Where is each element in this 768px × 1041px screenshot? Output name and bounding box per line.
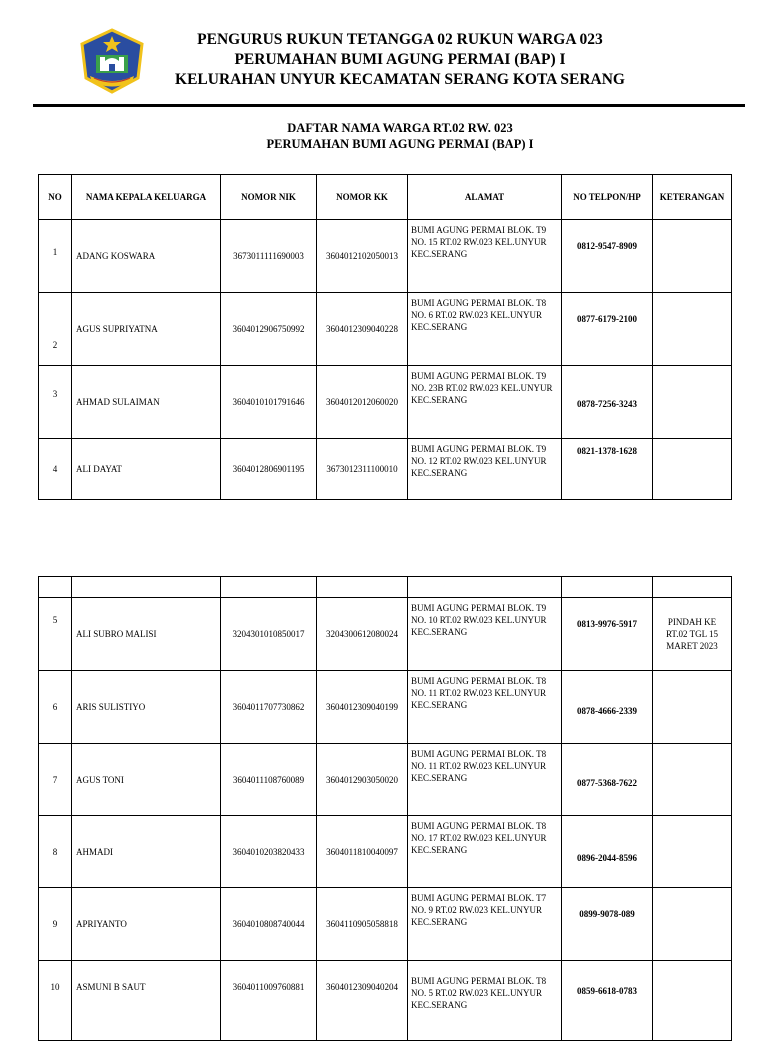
table-row xyxy=(39,220,732,293)
table-row xyxy=(39,598,732,671)
resident-table-1 xyxy=(38,174,732,500)
row-address: BUMI AGUNG PERMAI BLOK. T7 NO. 9 RT.02 RW.023 KEL.UNYUR KEC.SERANG xyxy=(408,888,562,961)
row-kk: 3604012309040199 xyxy=(317,671,408,744)
row-nik: 3604010203820433 xyxy=(221,816,317,888)
title-line-1: DAFTAR NAMA WARGA RT.02 RW. 023 xyxy=(287,121,513,135)
row-address: BUMI AGUNG PERMAI BLOK. T9 NO. 15 RT.02 RW.023 KEL.UNYUR KEC.SERANG xyxy=(408,220,562,293)
row-kk: 3604012309040228 xyxy=(317,293,408,366)
table-row xyxy=(39,744,732,816)
row-address: BUMI AGUNG PERMAI BLOK. T9 NO. 12 RT.02 RW.023 KEL.UNYUR KEC.SERANG xyxy=(408,439,562,500)
row-phone: 0877-5368-7622 xyxy=(562,744,653,816)
row-name: APRIYANTO xyxy=(72,888,221,961)
row-phone: 0859-6618-0783 xyxy=(562,961,653,1041)
row-no: 4 xyxy=(39,439,72,500)
row-name: AHMAD SULAIMAN xyxy=(72,366,221,439)
row-name: ALI DAYAT xyxy=(72,439,221,500)
blank-header-row xyxy=(39,577,732,598)
column-header-nik: NOMOR NIK xyxy=(221,175,317,220)
column-header-name: NAMA KEPALA KELUARGA xyxy=(72,175,221,220)
column-header-kk: NOMOR KK xyxy=(317,175,408,220)
column-header-phone: NO TELPON/HP xyxy=(562,175,653,220)
heading-line-2: PERUMAHAN BUMI AGUNG PERMAI (BAP) I xyxy=(234,51,566,68)
row-name: AHMADI xyxy=(72,816,221,888)
row-note xyxy=(653,293,732,366)
row-nik: 3604012806901195 xyxy=(221,439,317,500)
heading-line-3: KELURAHAN UNYUR KECAMATAN SERANG KOTA SERANG xyxy=(175,71,625,88)
table-row xyxy=(39,293,732,366)
row-no: 2 xyxy=(39,293,72,366)
header-divider xyxy=(33,104,745,107)
row-address: BUMI AGUNG PERMAI BLOK. T8 NO. 17 RT.02 RW.023 KEL.UNYUR KEC.SERANG xyxy=(408,816,562,888)
row-note xyxy=(653,961,732,1041)
resident-table-2 xyxy=(38,576,732,1041)
row-name: AGUS TONI xyxy=(72,744,221,816)
row-name: ALI SUBRO MALISI xyxy=(72,598,221,671)
row-note xyxy=(653,671,732,744)
row-note xyxy=(653,744,732,816)
row-no: 6 xyxy=(39,671,72,744)
table-row xyxy=(39,366,732,439)
row-name: ASMUNI B SAUT xyxy=(72,961,221,1041)
row-phone: 0812-9547-8909 xyxy=(562,220,653,293)
column-header-address: ALAMAT xyxy=(408,175,562,220)
row-note: PINDAH KE RT.02 TGL 15 MARET 2023 xyxy=(653,598,732,671)
row-no: 8 xyxy=(39,816,72,888)
row-phone: 0878-4666-2339 xyxy=(562,671,653,744)
row-no: 5 xyxy=(39,598,72,671)
document-title xyxy=(0,120,768,152)
row-kk: 3604012309040204 xyxy=(317,961,408,1041)
column-header-note: KETERANGAN xyxy=(653,175,732,220)
title-line-2: PERUMAHAN BUMI AGUNG PERMAI (BAP) I xyxy=(266,137,534,151)
row-kk: 3604011810040097 xyxy=(317,816,408,888)
table-row xyxy=(39,439,732,500)
row-note xyxy=(653,366,732,439)
row-no: 9 xyxy=(39,888,72,961)
row-address: BUMI AGUNG PERMAI BLOK. T9 NO. 10 RT.02 RW.023 KEL.UNYUR KEC.SERANG xyxy=(408,598,562,671)
row-kk: 3204300612080024 xyxy=(317,598,408,671)
table-row xyxy=(39,816,732,888)
row-nik: 3673011111690003 xyxy=(221,220,317,293)
column-header-no: NO xyxy=(39,175,72,220)
heading-line-1: PENGURUS RUKUN TETANGGA 02 RUKUN WARGA 023 xyxy=(197,31,603,48)
kota-serang-emblem-logo xyxy=(78,28,146,96)
row-phone: 0813-9976-5917 xyxy=(562,598,653,671)
row-address: BUMI AGUNG PERMAI BLOK. T8 NO. 5 RT.02 RW.023 KEL.UNYUR KEC.SERANG xyxy=(408,961,562,1041)
row-nik: 3604011108760089 xyxy=(221,744,317,816)
row-note xyxy=(653,220,732,293)
row-kk: 3604012102050013 xyxy=(317,220,408,293)
table-row xyxy=(39,671,732,744)
row-nik: 3604011009760881 xyxy=(221,961,317,1041)
row-no: 1 xyxy=(39,220,72,293)
row-nik: 3604010101791646 xyxy=(221,366,317,439)
row-note xyxy=(653,888,732,961)
row-no: 7 xyxy=(39,744,72,816)
table-row xyxy=(39,888,732,961)
row-phone: 0878-7256-3243 xyxy=(562,366,653,439)
row-nik: 3204301010850017 xyxy=(221,598,317,671)
row-no: 10 xyxy=(39,961,72,1041)
row-kk: 3673012311100010 xyxy=(317,439,408,500)
row-phone: 0821-1378-1628 xyxy=(562,439,653,500)
organization-heading xyxy=(150,30,650,90)
row-nik: 3604011707730862 xyxy=(221,671,317,744)
row-no: 3 xyxy=(39,366,72,439)
row-phone: 0899-9078-089 xyxy=(562,888,653,961)
row-name: ARIS SULISTIYO xyxy=(72,671,221,744)
row-kk: 3604012012060020 xyxy=(317,366,408,439)
row-nik: 3604012906750992 xyxy=(221,293,317,366)
row-name: AGUS SUPRIYATNA xyxy=(72,293,221,366)
row-note xyxy=(653,439,732,500)
row-address: BUMI AGUNG PERMAI BLOK. T8 NO. 11 RT.02 RW.023 KEL.UNYUR KEC.SERANG xyxy=(408,671,562,744)
row-note xyxy=(653,816,732,888)
row-address: BUMI AGUNG PERMAI BLOK. T8 NO. 6 RT.02 RW.023 KEL.UNYUR KEC.SERANG xyxy=(408,293,562,366)
row-name: ADANG KOSWARA xyxy=(72,220,221,293)
row-address: BUMI AGUNG PERMAI BLOK. T9 NO. 23B RT.02 RW.023 KEL.UNYUR KEC.SERANG xyxy=(408,366,562,439)
table-header-row xyxy=(39,175,732,220)
row-nik: 3604010808740044 xyxy=(221,888,317,961)
row-phone: 0896-2044-8596 xyxy=(562,816,653,888)
row-kk: 3604012903050020 xyxy=(317,744,408,816)
row-kk: 3604110905058818 xyxy=(317,888,408,961)
table-row xyxy=(39,961,732,1041)
row-address: BUMI AGUNG PERMAI BLOK. T8 NO. 11 RT.02 RW.023 KEL.UNYUR KEC.SERANG xyxy=(408,744,562,816)
row-phone: 0877-6179-2100 xyxy=(562,293,653,366)
